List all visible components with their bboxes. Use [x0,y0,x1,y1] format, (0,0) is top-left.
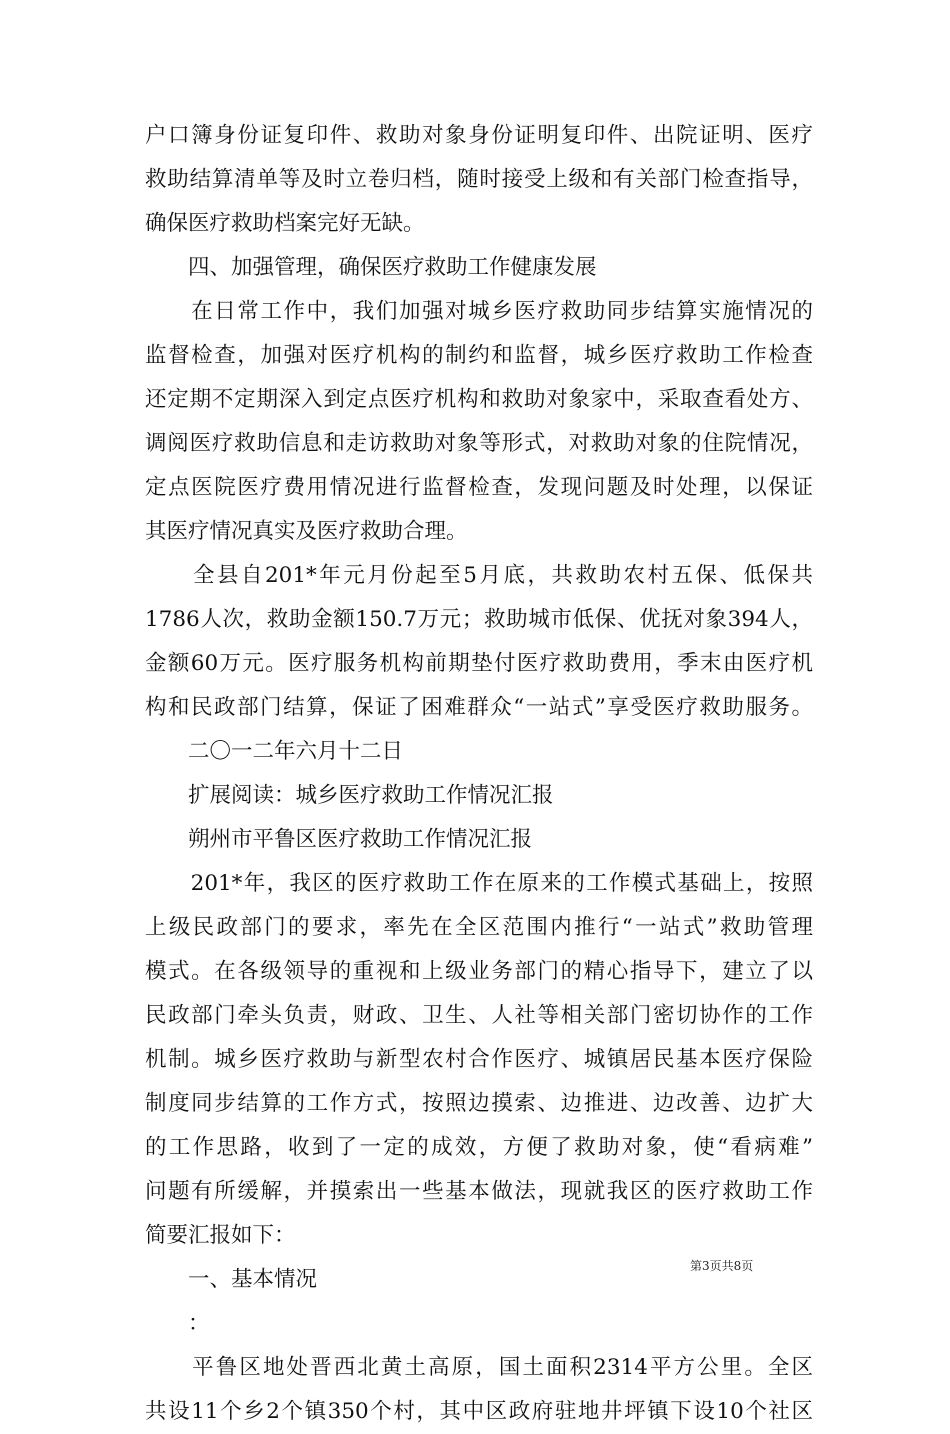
text-line: 民政部门牵头负责，财政、卫生、人社等相关部门密切协作的工作 [145,1003,813,1028]
text-line: 问题有所缓解，并摸索出一些基本做法，现就我区的医疗救助工作 [145,1179,813,1204]
text-line: 制度同步结算的工作方式，按照边摸索、边推进、边改善、边扩大 [145,1091,813,1116]
text-line: 全县自201*年元月份起至5月底，共救助农村五保、低保共 [145,563,813,588]
text-line: 救助结算清单等及时立卷归档，随时接受上级和有关部门检查指导， [145,167,813,192]
text-line: 上级民政部门的要求，率先在全区范围内推行“一站式”救助管理 [145,915,813,940]
text-line: 构和民政部门结算，保证了困难群众“一站式”享受医疗救助服务。 [145,695,813,720]
text-line: 机制。城乡医疗救助与新型农村合作医疗、城镇居民基本医疗保险 [145,1047,813,1072]
text-line: 共设11个乡2个镇350个村，其中区政府驻地井坪镇下设10个社区 [145,1399,813,1424]
text-line: 监督检查，加强对医疗机构的制约和监督，城乡医疗救助工作检查 [145,343,813,368]
text-line: 户口簿身份证复印件、救助对象身份证明复印件、出院证明、医疗 [145,123,813,148]
page-number-footer: 第3页共8页 [690,1259,754,1273]
text-line: 简要汇报如下： [145,1223,296,1248]
text-line: 的工作思路，收到了一定的成效，方便了救助对象，使“看病难” [145,1135,813,1160]
text-line: 模式。在各级领导的重视和上级业务部门的精心指导下，建立了以 [145,959,813,984]
text-line: ： [145,1311,210,1336]
text-line: 金额60万元。医疗服务机构前期垫付医疗救助费用，季末由医疗机 [145,651,813,676]
document-body [145,114,813,1434]
text-line: 还定期不定期深入到定点医疗机构和救助对象家中，采取查看处方、 [145,387,813,412]
extended-reading-title: 扩展阅读：城乡医疗救助工作情况汇报 [145,783,554,808]
report-title: 朔州市平鲁区医疗救助工作情况汇报 [145,827,533,852]
text-line: 确保医疗救助档案完好无缺。 [145,211,425,236]
text-line: 平鲁区地处晋西北黄土高原，国土面积2314平方公里。全区 [145,1355,813,1380]
text-line: 1786人次，救助金额150.7万元；救助城市低保、优抚对象394人， [145,607,813,632]
text-line: 调阅医疗救助信息和走访救助对象等形式，对救助对象的住院情况， [145,431,813,456]
text-line: 在日常工作中，我们加强对城乡医疗救助同步结算实施情况的 [145,299,813,324]
section-heading: 四、加强管理，确保医疗救助工作健康发展 [145,255,597,280]
date-line: 二〇一二年六月十二日 [145,739,404,764]
text-line: 201*年，我区的医疗救助工作在原来的工作模式基础上，按照 [145,871,813,896]
text-line: 定点医院医疗费用情况进行监督检查，发现问题及时处理，以保证 [145,475,813,500]
text-line: 其医疗情况真实及医疗救助合理。 [145,519,468,544]
section-heading: 一、基本情况 [145,1267,318,1292]
